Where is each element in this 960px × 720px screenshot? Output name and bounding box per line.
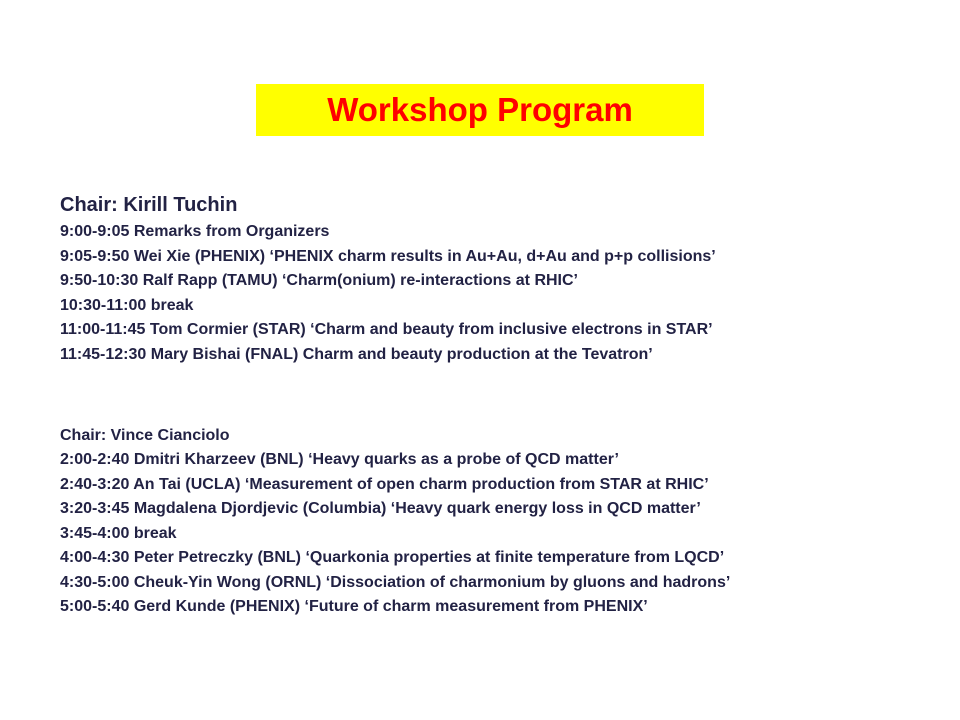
program-item: 9:00-9:05 Remarks from Organizers bbox=[60, 223, 330, 240]
program-item: 9:50-10:30 Ralf Rapp (TAMU) ‘Charm(onium) re-interactions at RHIC’ bbox=[60, 272, 578, 289]
program-item: 2:40-3:20 An Tai (UCLA) ‘Measurement of open charm production from STAR at RHIC’ bbox=[60, 475, 709, 493]
program-item: 11:45-12:30 Mary Bishai (FNAL) Charm and beauty production at the Tevatron’ bbox=[60, 345, 653, 363]
session-afternoon bbox=[60, 423, 730, 620]
session-morning bbox=[60, 192, 716, 367]
program-item: 3:45-4:00 break bbox=[60, 524, 177, 542]
program-item: 5:00-5:40 Gerd Kunde (PHENIX) ‘Future of charm measurement from PHENIX’ bbox=[60, 598, 648, 615]
session-chair: Chair: Vince Cianciolo bbox=[60, 427, 230, 444]
session-chair: Chair: Kirill Tuchin bbox=[60, 194, 238, 216]
program-item: 9:05-9:50 Wei Xie (PHENIX) ‘PHENIX charm results in Au+Au, d+Au and p+p collisions’ bbox=[60, 247, 716, 265]
program-item: 4:30-5:00 Cheuk-Yin Wong (ORNL) ‘Dissociation of charmonium by gluons and hadrons’ bbox=[60, 573, 731, 591]
title-banner bbox=[256, 84, 704, 136]
program-item: 4:00-4:30 Peter Petreczky (BNL) ‘Quarkonia properties at finite temperature from LQCD’ bbox=[60, 549, 725, 566]
program-item: 3:20-3:45 Magdalena Djordjevic (Columbia) ‘Heavy quark energy loss in QCD matter’ bbox=[60, 500, 701, 517]
program-item: 11:00-11:45 Tom Cormier (STAR) ‘Charm and beauty from inclusive electrons in STAR’ bbox=[60, 321, 713, 338]
program-item: 2:00-2:40 Dmitri Kharzeev (BNL) ‘Heavy quarks as a probe of QCD matter’ bbox=[60, 451, 619, 468]
program-item: 10:30-11:00 break bbox=[60, 296, 194, 314]
page-title: Workshop Program bbox=[327, 91, 633, 128]
